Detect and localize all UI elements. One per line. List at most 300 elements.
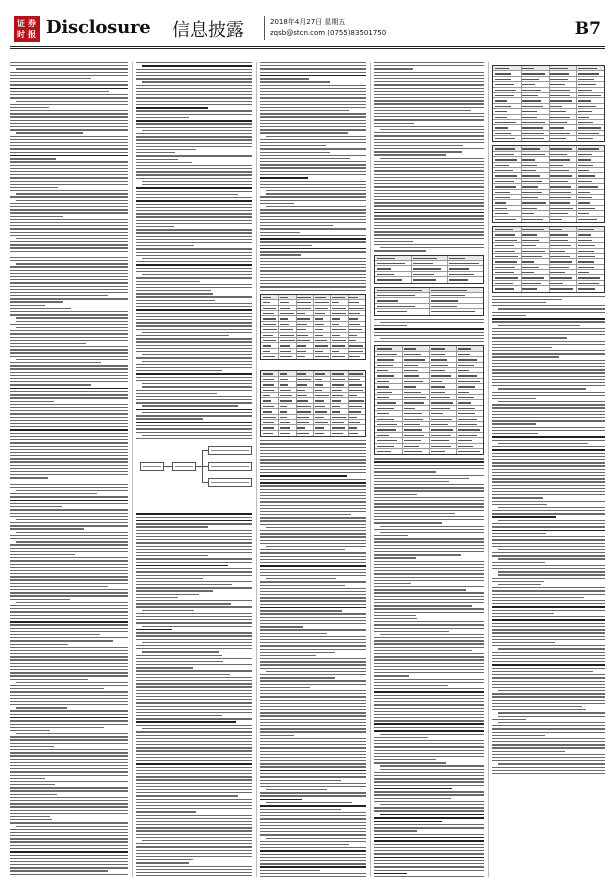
text-line bbox=[142, 651, 219, 652]
table-cell bbox=[578, 73, 599, 74]
text-line bbox=[10, 500, 128, 502]
table-cell bbox=[280, 373, 287, 374]
table-cell bbox=[522, 251, 544, 252]
text-line bbox=[260, 453, 366, 454]
text-line bbox=[374, 666, 484, 667]
text-line bbox=[374, 228, 484, 229]
spacer bbox=[260, 363, 366, 367]
text-line bbox=[260, 241, 366, 242]
table-cell bbox=[449, 279, 468, 280]
text-line bbox=[10, 717, 128, 719]
text-line bbox=[374, 682, 484, 683]
data-table bbox=[260, 294, 366, 361]
text-line bbox=[10, 615, 128, 616]
text-line bbox=[136, 821, 252, 822]
text-line bbox=[492, 632, 605, 633]
text-line bbox=[136, 104, 252, 105]
text-line bbox=[260, 668, 366, 669]
table-cell bbox=[578, 170, 589, 171]
text-line bbox=[260, 145, 326, 146]
text-line bbox=[260, 158, 350, 159]
text-line bbox=[266, 838, 366, 839]
text-line bbox=[374, 711, 484, 712]
text-line bbox=[380, 734, 484, 735]
table-cell bbox=[349, 351, 363, 352]
text-line bbox=[136, 715, 222, 716]
table-cell bbox=[377, 446, 395, 447]
text-line bbox=[266, 578, 336, 579]
text-line bbox=[136, 709, 252, 710]
text-line bbox=[136, 216, 252, 217]
text-line bbox=[260, 104, 366, 105]
text-line bbox=[260, 594, 366, 595]
text-line bbox=[260, 264, 366, 265]
text-line bbox=[10, 790, 128, 791]
text-line bbox=[266, 527, 366, 528]
text-line bbox=[10, 560, 128, 561]
text-line bbox=[136, 341, 252, 342]
text-line bbox=[374, 637, 484, 638]
text-line bbox=[10, 292, 128, 293]
table-cell bbox=[495, 213, 509, 214]
table-cell bbox=[431, 290, 467, 291]
text-line bbox=[136, 869, 252, 870]
text-line bbox=[142, 642, 252, 643]
text-line bbox=[260, 225, 333, 226]
text-line bbox=[374, 775, 484, 776]
table-cell bbox=[315, 308, 328, 309]
text-line bbox=[374, 545, 484, 546]
text-line bbox=[136, 72, 252, 73]
text-line bbox=[260, 482, 366, 484]
text-line bbox=[10, 394, 128, 395]
text-line bbox=[260, 556, 366, 557]
text-line bbox=[492, 385, 605, 386]
table-cell bbox=[578, 100, 591, 101]
table-cell bbox=[495, 73, 512, 74]
text-line bbox=[492, 728, 605, 729]
text-line bbox=[136, 542, 252, 543]
text-line bbox=[10, 375, 128, 376]
text-line bbox=[260, 562, 366, 563]
text-line bbox=[136, 578, 203, 579]
text-line bbox=[374, 554, 461, 555]
table-cell bbox=[404, 429, 422, 430]
text-line bbox=[492, 546, 605, 547]
table-cell bbox=[522, 111, 536, 112]
table-cell bbox=[263, 313, 275, 314]
text-line bbox=[492, 392, 605, 393]
table-cell bbox=[349, 379, 360, 380]
text-line bbox=[498, 571, 605, 572]
text-line bbox=[136, 370, 222, 371]
table-cell bbox=[377, 375, 395, 376]
table-cell bbox=[332, 324, 339, 325]
text-line bbox=[374, 78, 484, 79]
text-line bbox=[380, 532, 484, 533]
table-cell bbox=[377, 258, 396, 259]
text-line bbox=[10, 401, 54, 402]
text-line bbox=[136, 390, 252, 391]
table-cell bbox=[458, 424, 478, 425]
table-cell bbox=[550, 95, 570, 96]
text-line bbox=[260, 610, 342, 611]
text-line bbox=[136, 143, 252, 144]
table-cell bbox=[431, 311, 475, 312]
table-row bbox=[375, 277, 483, 282]
text-line bbox=[492, 456, 605, 457]
text-line bbox=[374, 599, 484, 600]
table-cell bbox=[550, 138, 566, 139]
text-line bbox=[492, 501, 605, 502]
text-line bbox=[260, 731, 366, 732]
text-line bbox=[260, 508, 366, 509]
table-cell bbox=[431, 359, 448, 360]
text-line bbox=[10, 672, 128, 673]
table-cell bbox=[578, 111, 592, 112]
text-line bbox=[16, 193, 128, 194]
text-line bbox=[10, 803, 128, 804]
table-cell bbox=[522, 219, 543, 220]
text-line bbox=[136, 268, 252, 269]
text-line bbox=[136, 178, 252, 179]
table-cell bbox=[349, 406, 361, 407]
text-line bbox=[136, 655, 222, 656]
text-line bbox=[374, 471, 436, 472]
text-line bbox=[498, 401, 605, 402]
text-line bbox=[374, 798, 451, 799]
table-cell bbox=[377, 311, 407, 312]
text-line bbox=[374, 325, 407, 326]
table-cell bbox=[578, 175, 595, 176]
table-cell bbox=[332, 433, 343, 434]
table-cell bbox=[495, 219, 516, 220]
table-cell bbox=[315, 427, 325, 428]
text-line bbox=[492, 372, 605, 373]
table-cell bbox=[263, 390, 274, 391]
text-line bbox=[10, 219, 128, 220]
table-cell bbox=[458, 392, 470, 393]
text-line bbox=[374, 659, 484, 660]
table-cell bbox=[578, 148, 599, 149]
section-title-cn: 信息披露 bbox=[172, 20, 244, 41]
text-line bbox=[136, 357, 252, 358]
text-line bbox=[10, 158, 56, 159]
text-line bbox=[136, 811, 196, 812]
table-cell bbox=[297, 351, 306, 352]
text-line bbox=[136, 693, 252, 694]
text-line bbox=[374, 688, 484, 689]
text-line bbox=[10, 838, 128, 839]
text-line bbox=[374, 824, 484, 825]
table-cell bbox=[522, 197, 538, 198]
text-line bbox=[374, 151, 462, 152]
text-line bbox=[10, 595, 128, 596]
table-cell bbox=[578, 90, 592, 91]
table-row bbox=[261, 431, 365, 436]
text-line bbox=[10, 190, 128, 191]
table-cell bbox=[404, 386, 417, 387]
data-table bbox=[374, 255, 484, 284]
table-cell bbox=[404, 402, 424, 403]
table-cell bbox=[315, 318, 323, 319]
table-cell bbox=[458, 348, 472, 349]
table-cell bbox=[550, 240, 568, 241]
text-line bbox=[260, 658, 366, 659]
table-cell bbox=[578, 159, 591, 160]
text-line bbox=[136, 779, 252, 780]
text-line bbox=[10, 244, 128, 245]
table-cell bbox=[495, 117, 507, 118]
text-line bbox=[10, 282, 128, 283]
text-line bbox=[260, 258, 366, 259]
table-cell bbox=[495, 208, 507, 209]
table-cell bbox=[377, 408, 394, 409]
text-line bbox=[260, 533, 366, 534]
text-line bbox=[136, 786, 252, 787]
text-line bbox=[492, 687, 605, 688]
text-line bbox=[136, 226, 174, 227]
table-cell bbox=[431, 424, 449, 425]
table-cell bbox=[431, 300, 458, 301]
text-line bbox=[374, 669, 484, 670]
text-line bbox=[136, 517, 252, 518]
text-line bbox=[10, 72, 128, 73]
text-line bbox=[136, 875, 252, 876]
text-line bbox=[260, 200, 366, 201]
table-cell bbox=[431, 440, 450, 441]
text-line bbox=[492, 725, 605, 726]
text-line bbox=[10, 97, 128, 98]
table-cell bbox=[263, 379, 275, 380]
text-line bbox=[260, 690, 366, 691]
text-line bbox=[492, 494, 605, 495]
text-line bbox=[136, 827, 252, 828]
table-cell bbox=[431, 370, 446, 371]
text-line bbox=[260, 132, 348, 133]
text-line bbox=[136, 432, 252, 433]
text-line bbox=[260, 841, 366, 842]
text-line bbox=[10, 666, 128, 667]
text-line bbox=[142, 274, 252, 275]
text-line bbox=[492, 681, 605, 682]
text-line bbox=[374, 860, 484, 861]
text-line bbox=[10, 352, 128, 353]
table-cell bbox=[550, 106, 562, 107]
text-line bbox=[260, 495, 366, 496]
table-cell bbox=[431, 397, 451, 398]
text-line bbox=[260, 290, 366, 291]
table-cell bbox=[578, 79, 594, 80]
text-line bbox=[492, 587, 605, 588]
text-line bbox=[10, 314, 128, 315]
text-line bbox=[380, 769, 484, 770]
text-line bbox=[136, 306, 252, 307]
text-line bbox=[492, 671, 593, 672]
text-line bbox=[136, 94, 252, 95]
text-line bbox=[260, 828, 366, 829]
text-line bbox=[498, 716, 605, 717]
text-line bbox=[374, 608, 484, 609]
text-line bbox=[374, 123, 414, 124]
text-line bbox=[136, 738, 252, 739]
text-line bbox=[136, 536, 252, 537]
text-line bbox=[10, 417, 128, 418]
text-line bbox=[374, 332, 484, 333]
table-cell bbox=[263, 400, 272, 401]
table-row bbox=[493, 286, 604, 291]
text-line bbox=[10, 755, 128, 756]
text-line bbox=[10, 161, 128, 162]
text-line bbox=[260, 505, 366, 506]
text-line bbox=[260, 97, 366, 98]
text-line bbox=[260, 181, 366, 182]
text-line bbox=[10, 228, 128, 229]
text-line bbox=[492, 318, 605, 320]
table-cell bbox=[377, 300, 399, 301]
table-cell bbox=[280, 345, 290, 346]
text-line bbox=[136, 712, 252, 713]
text-line bbox=[10, 123, 128, 124]
table-cell bbox=[522, 117, 537, 118]
text-line bbox=[374, 164, 484, 165]
text-line bbox=[374, 510, 484, 511]
text-line bbox=[10, 516, 128, 517]
table-cell bbox=[404, 408, 415, 409]
text-line bbox=[492, 366, 605, 367]
text-line bbox=[374, 91, 484, 92]
text-line bbox=[492, 341, 605, 342]
text-line bbox=[374, 583, 411, 584]
text-line bbox=[10, 298, 128, 299]
text-line bbox=[260, 245, 312, 246]
text-line bbox=[374, 589, 466, 590]
text-line bbox=[10, 669, 128, 670]
text-line bbox=[492, 619, 605, 621]
table-cell bbox=[349, 335, 357, 336]
diagram-connector bbox=[202, 466, 208, 467]
table-cell bbox=[349, 384, 362, 385]
text-line bbox=[260, 475, 347, 477]
table-cell bbox=[280, 313, 294, 314]
text-line bbox=[374, 328, 484, 330]
text-line bbox=[260, 703, 366, 704]
text-line bbox=[260, 687, 310, 688]
text-line bbox=[10, 184, 128, 185]
table-cell bbox=[458, 354, 470, 355]
text-line bbox=[10, 496, 128, 497]
text-line bbox=[16, 682, 128, 683]
table-cell bbox=[377, 295, 415, 296]
text-line bbox=[260, 847, 366, 848]
text-line bbox=[136, 639, 252, 640]
text-line bbox=[142, 626, 252, 627]
text-line bbox=[492, 629, 605, 630]
text-line bbox=[136, 815, 252, 816]
text-line bbox=[136, 399, 252, 400]
text-line bbox=[260, 620, 366, 621]
text-line bbox=[374, 612, 484, 613]
text-line bbox=[136, 418, 203, 419]
text-line bbox=[10, 84, 128, 85]
text-line bbox=[136, 325, 252, 326]
text-line bbox=[136, 313, 252, 314]
text-line bbox=[136, 78, 252, 79]
text-line bbox=[260, 747, 366, 748]
table-cell bbox=[458, 413, 476, 414]
text-line bbox=[16, 132, 83, 133]
text-line bbox=[260, 693, 366, 694]
diagram-connector bbox=[202, 482, 208, 483]
table-cell bbox=[377, 263, 406, 264]
table-cell bbox=[280, 400, 292, 401]
text-line bbox=[374, 135, 484, 136]
text-line bbox=[492, 328, 605, 329]
text-line bbox=[136, 763, 252, 765]
text-line bbox=[492, 363, 605, 364]
text-line bbox=[374, 218, 484, 219]
table-cell bbox=[297, 313, 304, 314]
table-cell bbox=[550, 127, 564, 128]
text-line bbox=[136, 866, 252, 867]
text-line bbox=[136, 670, 252, 671]
text-line bbox=[136, 351, 252, 352]
table-cell bbox=[297, 297, 310, 298]
text-line bbox=[374, 234, 484, 235]
table-cell bbox=[522, 261, 533, 262]
text-line bbox=[260, 818, 366, 819]
text-line bbox=[136, 213, 252, 214]
text-line bbox=[136, 872, 252, 873]
table-cell bbox=[315, 417, 325, 418]
text-line bbox=[10, 509, 128, 510]
table-cell bbox=[522, 138, 543, 139]
text-line bbox=[136, 409, 252, 411]
text-line bbox=[260, 661, 366, 662]
table-cell bbox=[413, 274, 435, 275]
text-line bbox=[10, 372, 128, 373]
text-line bbox=[260, 572, 366, 573]
text-line bbox=[492, 382, 605, 383]
table-cell bbox=[297, 335, 308, 336]
table-cell bbox=[431, 306, 457, 307]
text-line bbox=[10, 165, 128, 166]
text-line bbox=[136, 380, 252, 381]
text-line bbox=[374, 840, 484, 842]
text-line bbox=[136, 677, 252, 678]
text-line bbox=[142, 610, 194, 611]
table-cell bbox=[550, 186, 571, 187]
text-line bbox=[374, 873, 407, 875]
text-line bbox=[136, 345, 252, 346]
text-line bbox=[260, 780, 341, 781]
text-line bbox=[374, 837, 484, 839]
text-line bbox=[492, 626, 605, 627]
text-line bbox=[374, 762, 446, 763]
text-line bbox=[374, 643, 484, 644]
text-line bbox=[10, 413, 128, 414]
text-line bbox=[10, 768, 128, 769]
text-line bbox=[260, 126, 366, 127]
table-cell bbox=[315, 302, 330, 303]
text-line bbox=[10, 775, 128, 776]
text-line bbox=[136, 136, 252, 137]
text-line bbox=[136, 513, 252, 515]
column-separator bbox=[132, 62, 133, 877]
text-line bbox=[10, 739, 128, 740]
text-line bbox=[136, 702, 252, 703]
text-line bbox=[260, 597, 366, 598]
